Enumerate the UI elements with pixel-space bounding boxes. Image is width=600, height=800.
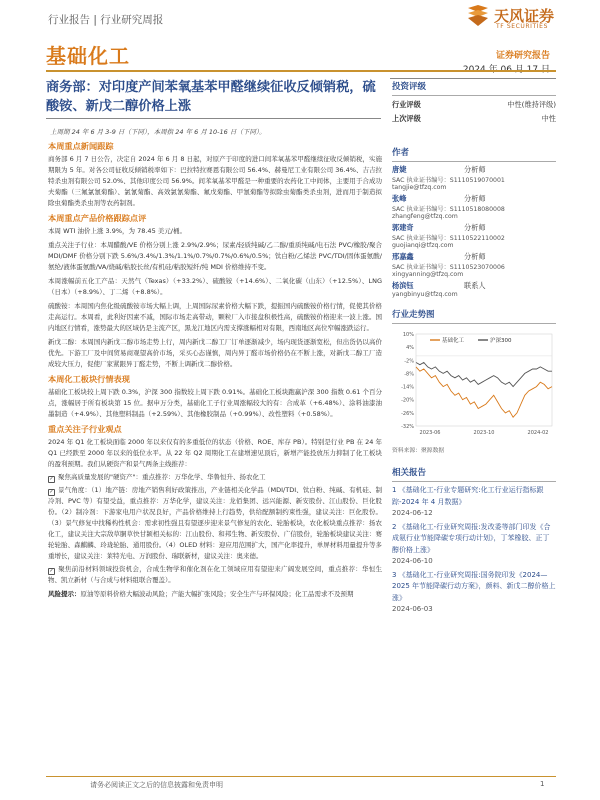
logo-text-en: TF SECURITIES bbox=[496, 23, 548, 30]
news-paragraph: 商务部 6 月 7 日公告，决定自 2024 年 6 月 8 日起，对原产于印度的进口间苯氧基苯甲醛继续征收反倾销税，实施期限为 5 年。对各公司征收反倾销税率如下：巴拉特拉赛恩有限公司 56.4%、赫曼尼工业有限公司 36.4%、吉吉拉特杀虫剂有限公司 52.0%、其他印度公司 56.9%。间苯氧基苯甲醛是一种重要的农药化工中间体，主要用于合成功夫菊酯（三氟氯氰菊酯）、氯氰菊酯、高效氯氰菊酯、氟戊菊酯、甲氰菊酯等拟除虫菊酯类杀虫剂，进而用于制造拟除虫菊酯类杀虫剂等农药制剂。 bbox=[48, 155, 382, 207]
y-tick-label: -20% bbox=[401, 397, 414, 404]
y-tick-label: 10% bbox=[402, 332, 414, 338]
risk-paragraph: 风险提示：原油等原料价格大幅波动风险；产能大幅扩张风险；安全生产与环保风险；化工品需求不及预期 bbox=[48, 590, 354, 598]
trend-title: 行业走势图 bbox=[392, 310, 435, 320]
authors-title: 作者 bbox=[392, 148, 410, 158]
author-entry bbox=[392, 165, 556, 191]
headline-divider bbox=[46, 118, 381, 119]
page-number: 1 bbox=[540, 780, 545, 788]
author-entry bbox=[392, 194, 556, 220]
industry-trend-chart bbox=[392, 326, 556, 444]
x-tick-label: 2023-06 bbox=[419, 430, 441, 436]
ammonium-sulfate-paragraph: 硫酸铵：本周国内焦化级硫酸铵市场大幅上调，上周国际尿素价格大幅下跌，提振国内硫酸铵价格行情，促使其价格走高运行。本周看，此利好因素不减，国际市场走高带动，颗粒厂入市接盘积极性高，硫酸铵价格迎来一波上涨。国内地区行情看，涨势最大的区域仍是主流产区，黑龙江地区内需支撑涨幅相对有限，西南地区高位窄幅涨跌运行。 bbox=[48, 302, 382, 332]
chart-source: 资料来源：聚源数据 bbox=[392, 448, 445, 454]
related-report-date: 2024-06-10 bbox=[392, 557, 433, 565]
section-title-news: 本周重点新闻跟踪 bbox=[48, 141, 114, 151]
legend-label: 基础化工 bbox=[442, 338, 465, 344]
oil-paragraph: 本周 WTI 油价上涨 3.9%，为 78.45 美元/桶。 bbox=[48, 227, 186, 235]
top-gainers-paragraph: 本周涨幅前五化工产品：天然气（Texas）（+33.2%）、硫酸铵（+14.6%）、二氧化碳（山东）（+12.5%）、LNG（日本）（+8.9%）、丁二烯（+8.8%）。 bbox=[48, 277, 382, 296]
tf-securities-logo bbox=[466, 4, 582, 32]
y-tick-label: -32% bbox=[401, 424, 414, 430]
period-note: 上周期 24 年 6 月 3-9 日（下同），本周指 24 年 6 月 10-16 日（下同）。 bbox=[50, 128, 266, 136]
author-name: 邢嘉鑫 bbox=[392, 252, 414, 261]
section-title-views: 重点关注子行业观点 bbox=[48, 424, 122, 434]
related-report-title[interactable]: 3 《基础化工-行业研究周报:国务院印发《2024—2025 年节能降碳行动方案》，颜料、新戊二醇价格上涨》 bbox=[392, 570, 556, 602]
author-entry bbox=[392, 252, 556, 278]
author-email[interactable]: yangbinyu@tfzq.com bbox=[392, 291, 458, 298]
y-tick-label: -26% bbox=[401, 410, 414, 417]
report-tag: 行业报告 | 行业研究周报 bbox=[48, 14, 164, 26]
author-email[interactable]: zhangfeng@tfzq.com bbox=[392, 213, 458, 220]
npg-paragraph: 新戊二醇：本周国内新戊二醇市场走势上行，周内新戊二醇工厂订单逐渐减少，场内现货逐渐宽松，但出货仍以高价优先。下游工厂及中间贸易商观望高价市场，采买心态谨慎，周内异丁醛市场价格仍在不断上涨，对新戊二醇工厂造成较大压力，促使厂家紧跟异丁醛走势，不断上调新戊二醇价格。 bbox=[48, 338, 382, 368]
author-sac: SAC 执业证书编号：S1110523070006 bbox=[392, 264, 505, 271]
related-list bbox=[392, 485, 556, 616]
author-name: 杨滨钰 bbox=[392, 281, 414, 290]
author-sac: SAC 执业证书编号：S1110519070001 bbox=[392, 177, 505, 184]
subsector-paragraph: 重点关注子行业：本周醋酸/VE 价格分别上涨 2.9%/2.9%；尿素/轻质纯碱/乙二醇/重质纯碱/电石法 PVC/橡胶/聚合 MDI/DMF 价格分别下跌 5.6%/3.4%/1.3%/1.1%/0.7%/0.7%/0.6%/0.5%；钛白粉/乙烯法 PVC/TDI/固体蛋氨酸/氨纶/液体蛋氨酸/VA/烧碱/粘胶长丝/有机硅/粘胶短纤/纯 MDI 价格维持不变。 bbox=[48, 241, 382, 271]
views-paragraph: 2024 年 Q1 化工板块面临 2000 年以来仅有的多重低位的状态（价格、ROE、库存 PB）。特别是行业 PB 在 24 年 Q1 已经跌至 2000 年以来的低位水平。从 22 年 Q2 周期化工在建增速见顶后，新增产能投放压力抑制了化工板块的盈利预期。我们从硬资产和景气两条主线推荐： bbox=[48, 438, 382, 468]
bullet-item: ✓ 聚焦前沿材料领域投资机会，合成生物学和催化剂在化工领域应用有望迎来广阔发展空间，重点推荐：华恒生物、凯立新材（与合成与材料组联合覆盖）。 bbox=[48, 565, 382, 584]
sector-title: 基础化工 bbox=[46, 44, 130, 68]
author-name: 郭建奇 bbox=[392, 223, 414, 232]
section-title-market: 本周化工板块行情表现 bbox=[48, 374, 130, 384]
y-tick-label: -14% bbox=[401, 384, 414, 391]
related-title: 相关报告 bbox=[392, 468, 427, 478]
checkbox-icon: ✓ bbox=[49, 489, 54, 495]
legend-label: 沪深300 bbox=[490, 338, 512, 344]
author-role: 联系人 bbox=[464, 281, 486, 290]
main-column bbox=[48, 141, 382, 600]
author-name: 唐婕 bbox=[392, 165, 407, 174]
rating-row: 上次评级 中性 bbox=[392, 114, 556, 123]
rating-row: 行业评级 中性(维持评级) bbox=[392, 100, 556, 109]
author-sac: SAC 执业证书编号：S1110522110002 bbox=[392, 235, 505, 242]
author-email[interactable]: tangjie@tfzq.com bbox=[392, 184, 447, 191]
x-tick-label: 2024-02 bbox=[527, 430, 549, 436]
risk-label: 风险提示： bbox=[48, 590, 81, 598]
related-report[interactable] bbox=[392, 485, 556, 520]
y-tick-label: -8% bbox=[404, 371, 414, 378]
related-report-date: 2024-06-12 bbox=[392, 509, 433, 517]
plot-frame bbox=[416, 334, 552, 426]
author-role: 分析师 bbox=[464, 165, 486, 174]
footer-divider bbox=[46, 776, 556, 777]
sidebar-top-divider bbox=[390, 78, 556, 79]
related-report-date: 2024-06-03 bbox=[392, 605, 433, 613]
market-paragraph: 基础化工板块较上周下跌 0.3%，沪深 300 指数较上周下跌 0.91%。基础化工板块跑赢沪深 300 指数 0.61 个百分点，涨幅居于所有板块第 15 位。据申万分类，基础化工子行业周涨幅较大的有：合成革（+6.48%）、涂料油漆油墨制造（+4.9%）、其他塑料制品（+2.59%）、其他橡胶制品（+0.99%）、改性塑料（+0.58%）。 bbox=[48, 388, 382, 418]
author-email[interactable]: guojianqi@tfzq.com bbox=[392, 242, 454, 249]
bullet-item: ✓ 景气角度：（1）地产链：房地产销售利好政策推出，产业链相关化学品（MDI/TDI、钛白粉、纯碱、有机硅、制冷剂、PVC 等）有望受益，重点推荐：万华化学，建议关注：龙佰集团、远兴能源、新安股份、江山股份、巨化股份。（2）制冷剂：下游家电用户状况良好，产品价格维持上行趋势，供给配额制约束性强，建议关注：巨化股份。（3）景气修复中找稀构性机会：需求初性强且有望逐步迎来景气修复的农化、轮胎板块，农化板块重点推荐：扬农化工，建议关注大宗敌草胴草快甘颍相关标的：江山股份、和邦生物、新安股份、广信股份，轮胎板块建议关注：赛轮轮胎、森麒麟、玲珑轮胎、通用股份。（4）OLED 材料：迎应用范围扩大，国产化率提升，单屏材料用量提升等多重增长，建议关注：莱特光电、万润股份、瑞联新材，建议关注：奥来德。 bbox=[48, 486, 382, 560]
author-email[interactable]: xingyanning@tfzq.com bbox=[392, 271, 464, 278]
report-date bbox=[420, 62, 550, 75]
bullet-item: ✓ 聚焦高质量发展的"硬资产"：重点推荐：万华化学、华鲁恒升、扬农化工 bbox=[49, 473, 266, 482]
related-report[interactable] bbox=[392, 570, 556, 616]
related-report-title[interactable]: 2 《基础化工-行业研究周报:发改委等部门印发《合成氨行业节能降碳专项行动计划》，丁苯橡胶、正丁醇价格上涨》 bbox=[392, 522, 551, 554]
x-tick-label: 2023-10 bbox=[473, 430, 495, 436]
checkbox-icon: ✓ bbox=[49, 568, 54, 574]
logo-text-cn: 天风证券 bbox=[494, 7, 555, 25]
author-role: 分析师 bbox=[464, 223, 486, 232]
footer-disclaimer: 请务必阅读正文之后的信息披露和免责申明 bbox=[90, 781, 223, 789]
author-entry bbox=[392, 281, 556, 298]
checkbox-icon: ✓ bbox=[49, 476, 54, 482]
logo-mark-icon bbox=[466, 4, 490, 28]
related-report-title[interactable]: 1 《基础化工-行业专题研究:化工行业运行指标跟踪-2024 年 4 月数据》 bbox=[392, 486, 544, 506]
author-role: 分析师 bbox=[464, 252, 486, 261]
y-tick-label: -2% bbox=[404, 358, 414, 365]
report-headline: 商务部：对印度产间苯氧基苯甲醛继续征收反倾销税，硫酸铵、新戊二醇价格上涨 bbox=[46, 80, 376, 114]
sidebar bbox=[392, 80, 556, 616]
y-tick-label: 4% bbox=[406, 345, 414, 352]
header-divider bbox=[46, 70, 556, 72]
series-line-1 bbox=[416, 363, 552, 387]
authors-list bbox=[392, 165, 556, 298]
related-report[interactable] bbox=[392, 522, 556, 568]
report-type: 证券研究报告 bbox=[495, 51, 550, 61]
author-entry bbox=[392, 223, 556, 249]
series-line-0 bbox=[416, 367, 552, 417]
author-name: 张峰 bbox=[392, 194, 407, 203]
author-sac: SAC 执业证书编号：S1110518080008 bbox=[392, 206, 505, 213]
rating-title: 投资评级 bbox=[392, 82, 427, 92]
author-role: 分析师 bbox=[464, 194, 486, 203]
section-title-prices: 本周重点产品价格跟踪点评 bbox=[48, 213, 147, 223]
